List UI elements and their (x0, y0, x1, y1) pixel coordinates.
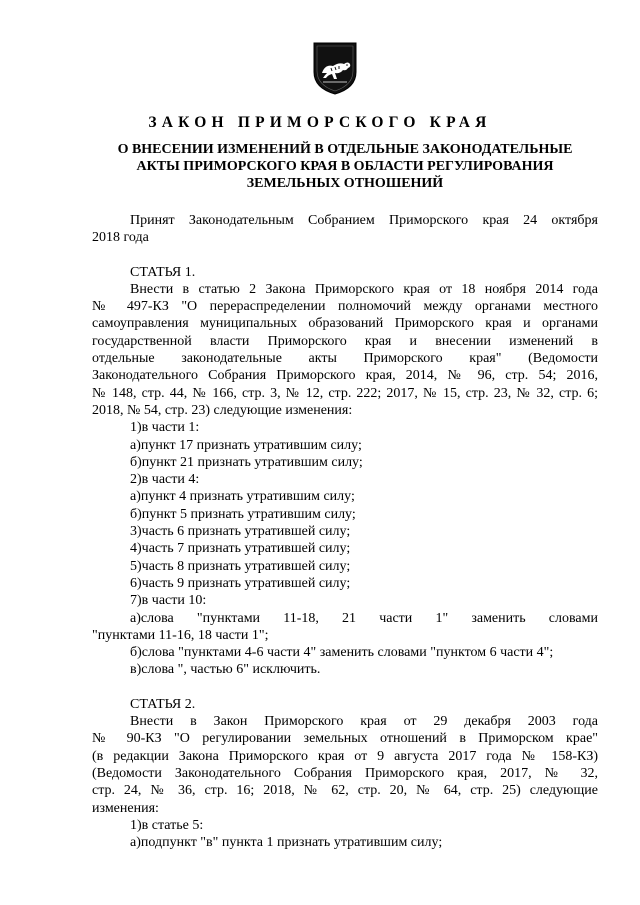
article-1-item: б)пункт 21 признать утратившим силу; (130, 454, 363, 470)
article-2-intro-line: изменения: (92, 800, 159, 816)
article-1-item: 1)в части 1: (130, 420, 200, 436)
article-2-heading: СТАТЬЯ 2. (130, 696, 196, 712)
article-1-intro-line: № 497-КЗ "О перераспределении полномочий между органами местного (92, 299, 598, 315)
article-2-intro-line: Внести в Закон Приморского края от 29 декабря 2003 года (130, 714, 598, 730)
law-title: ЗАКОН ПРИМОРСКОГО КРАЯ (148, 114, 492, 131)
article-2-intro-line: (в редакции Закона Приморского края от 9 августа 2017 года № 158-КЗ) (92, 748, 598, 764)
article-1-item: а)пункт 17 признать утратившим силу; (130, 437, 362, 453)
article-1-item: 2)в части 4: (130, 472, 200, 488)
article-1-item: б)слова "пунктами 4-6 части 4" заменить словами "пунктом 6 части 4"; (130, 645, 554, 661)
article-1-intro-line: государственной власти Приморского края и внесении изменений в (92, 333, 598, 349)
article-1-item: 5)часть 8 признать утратившей силу; (130, 558, 351, 574)
article-2-item: 1)в статье 5: (130, 817, 204, 833)
article-1-item: 6)часть 9 признать утратившей силу; (130, 575, 351, 591)
article-1-intro-line: 2018, № 54, стр. 23) следующие изменения: (92, 402, 353, 418)
article-1-item: а)пункт 4 признать утратившим силу; (130, 489, 355, 505)
article-1-intro-line: отдельные законодательные акты Приморского края" (Ведомости (92, 351, 598, 367)
article-1-item: б)пункт 5 признать утратившим силу; (130, 506, 356, 522)
subtitle-line: О ВНЕСЕНИИ ИЗМЕНЕНИЙ В ОТДЕЛЬНЫЕ ЗАКОНОДАТЕЛЬНЫЕ (117, 142, 573, 157)
article-1-item: 3)часть 6 признать утратившей силу; (130, 524, 351, 540)
law-body (92, 212, 598, 851)
subtitle-line: ЗЕМЕЛЬНЫХ ОТНОШЕНИЙ (246, 176, 444, 191)
article-1-intro-line: Внести в статью 2 Закона Приморского края от 18 ноября 2014 года (130, 281, 598, 297)
article-1-item: "пунктами 11-16, 18 части 1"; (92, 627, 269, 643)
law-subtitle (92, 141, 598, 192)
article-1-item: в)слова ", частью 6" исключить. (130, 662, 321, 678)
article-1-item: 7)в части 10: (130, 593, 207, 609)
article-2-item: а)подпункт "в" пункта 1 признать утратившим силу; (130, 835, 443, 851)
adopted-line: Принят Законодательным Собранием Приморского края 24 октября (130, 213, 598, 228)
article-2-intro-line: № 90-КЗ "О регулировании земельных отношений в Приморском крае" (92, 731, 598, 747)
article-1-intro-line: Законодательного Собрания Приморского края, 2014, № 96, стр. 54; 2016, (92, 368, 598, 384)
article-1-intro-line: самоуправления муниципальных образований Приморского края и органами (92, 316, 598, 332)
subtitle-line: АКТЫ ПРИМОРСКОГО КРАЯ В ОБЛАСТИ РЕГУЛИРОВАНИЯ (136, 159, 554, 174)
primorsky-coat-of-arms-icon (313, 42, 357, 95)
article-2-intro-line: (Ведомости Законодательного Собрания Приморского края, 2017, № 32, (92, 765, 598, 781)
article-2-intro-line: стр. 24, № 36, стр. 16; 2018, № 62, стр. 20, № 64, стр. 25) следующие (92, 783, 598, 799)
article-1-item: 4)часть 7 признать утратившей силу; (130, 541, 351, 557)
adopted-line: 2018 года (92, 230, 149, 246)
article-1-intro-line: № 148, стр. 44, № 166, стр. 3, № 12, стр. 222; 2017, № 15, стр. 23, № 32, стр. 6; (92, 385, 598, 401)
article-1-heading: СТАТЬЯ 1. (130, 264, 196, 280)
article-1-item: а)слова "пунктами 11-18, 21 части 1" заменить словами (130, 610, 598, 626)
